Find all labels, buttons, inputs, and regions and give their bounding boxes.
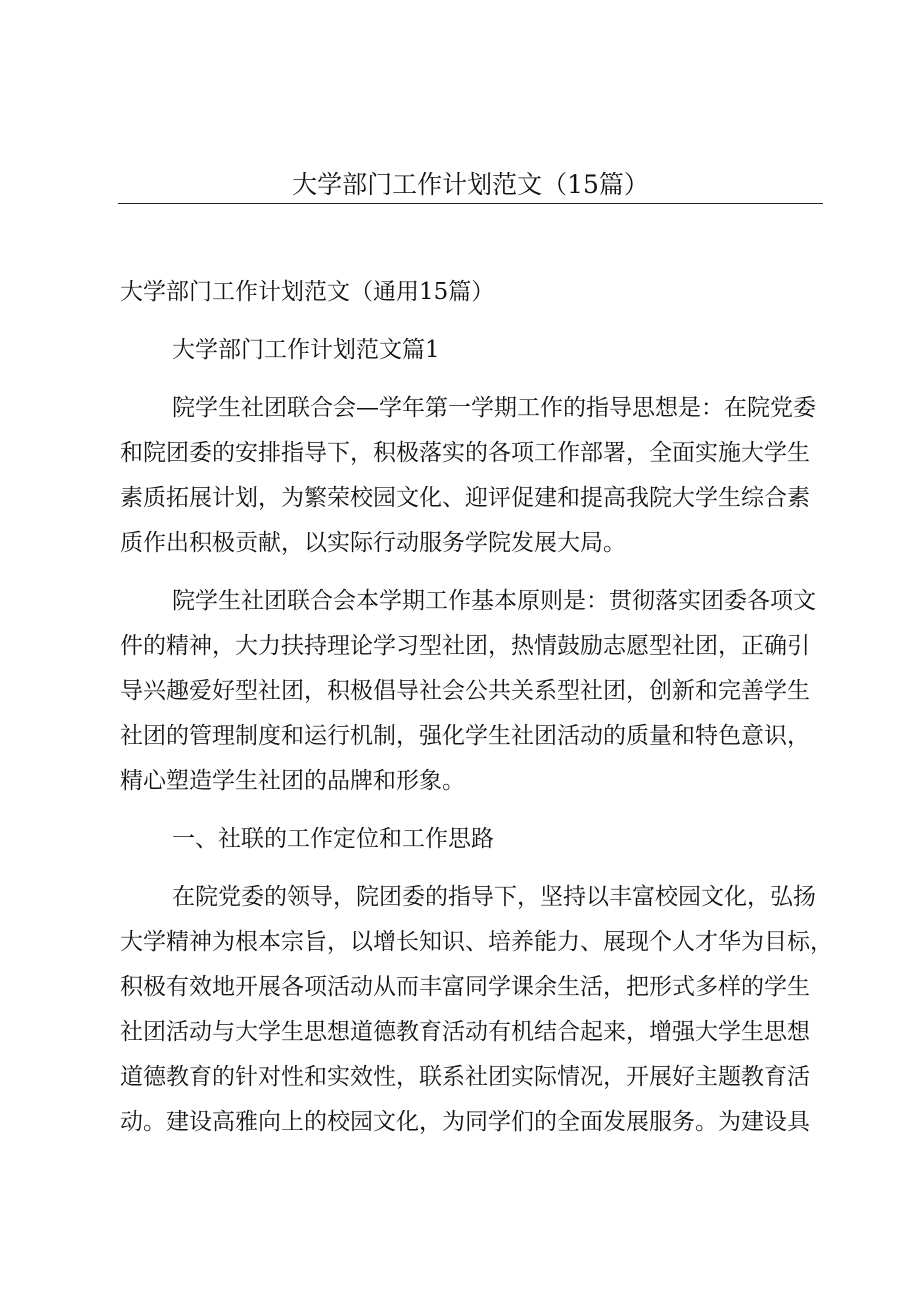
paragraph-2-line-4: 社团的管理制度和运行机制，强化学生社团活动的质量和特色意识， — [120, 723, 810, 749]
section-heading: 大学部门工作计划范文篇1 — [172, 337, 440, 363]
document-subtitle: 大学部门工作计划范文（通用15篇） — [120, 279, 495, 305]
paragraph-3-line-5: 道德教育的针对性和实效性，联系社团实际情况，开展好主题教育活 — [120, 1064, 810, 1090]
document-title: 大学部门工作计划范文（15篇） — [292, 170, 649, 199]
paragraph-1-line-1: 院学生社团联合会—学年第一学期工作的指导思想是：在院党委 — [172, 395, 816, 421]
paragraph-2 — [120, 579, 825, 804]
paragraph-1-line-2: 和院团委的安排指导下，积极落实的各项工作部署，全面实施大学生 — [120, 440, 810, 466]
paragraph-2-line-3: 导兴趣爱好型社团，积极倡导社会公共关系型社团，创新和完善学生 — [120, 678, 810, 704]
paragraph-2-line-5: 精心塑造学生社团的品牌和形象。 — [120, 768, 465, 794]
paragraph-3-line-3: 积极有效地开展各项活动从而丰富同学课余生活，把形式多样的学生 — [120, 974, 810, 1000]
title-underline — [118, 203, 823, 204]
paragraph-3-line-1: 在院党委的领导，院团委的指导下，坚持以丰富校园文化，弘扬 — [172, 884, 816, 910]
paragraph-2-line-1: 院学生社团联合会本学期工作基本原则是：贯彻落实团委各项文 — [172, 588, 816, 614]
title-block — [118, 168, 823, 208]
paragraph-3-line-4: 社团活动与大学生思想道德教育活动有机结合起来，增强大学生思想 — [120, 1019, 810, 1045]
paragraph-1-line-4: 质作出积极贡献，以实际行动服务学院发展大局。 — [120, 530, 626, 556]
document-body — [120, 270, 833, 1158]
paragraph-3-line-2: 大学精神为根本宗旨，以增长知识、培养能力、展现个人才华为目标， — [120, 929, 833, 955]
paragraph-1 — [120, 386, 825, 566]
paragraph-3 — [120, 875, 833, 1145]
paragraph-3-line-6: 动。建设高雅向上的校园文化，为同学们的全面发展服务。为建设具 — [120, 1109, 810, 1135]
heading-1: 一、社联的工作定位和工作思路 — [172, 826, 494, 852]
paragraph-2-line-2: 件的精神，大力扶持理论学习型社团，热情鼓励志愿型社团，正确引 — [120, 633, 810, 659]
paragraph-1-line-3: 素质拓展计划，为繁荣校园文化、迎评促建和提高我院大学生综合素 — [120, 485, 810, 511]
